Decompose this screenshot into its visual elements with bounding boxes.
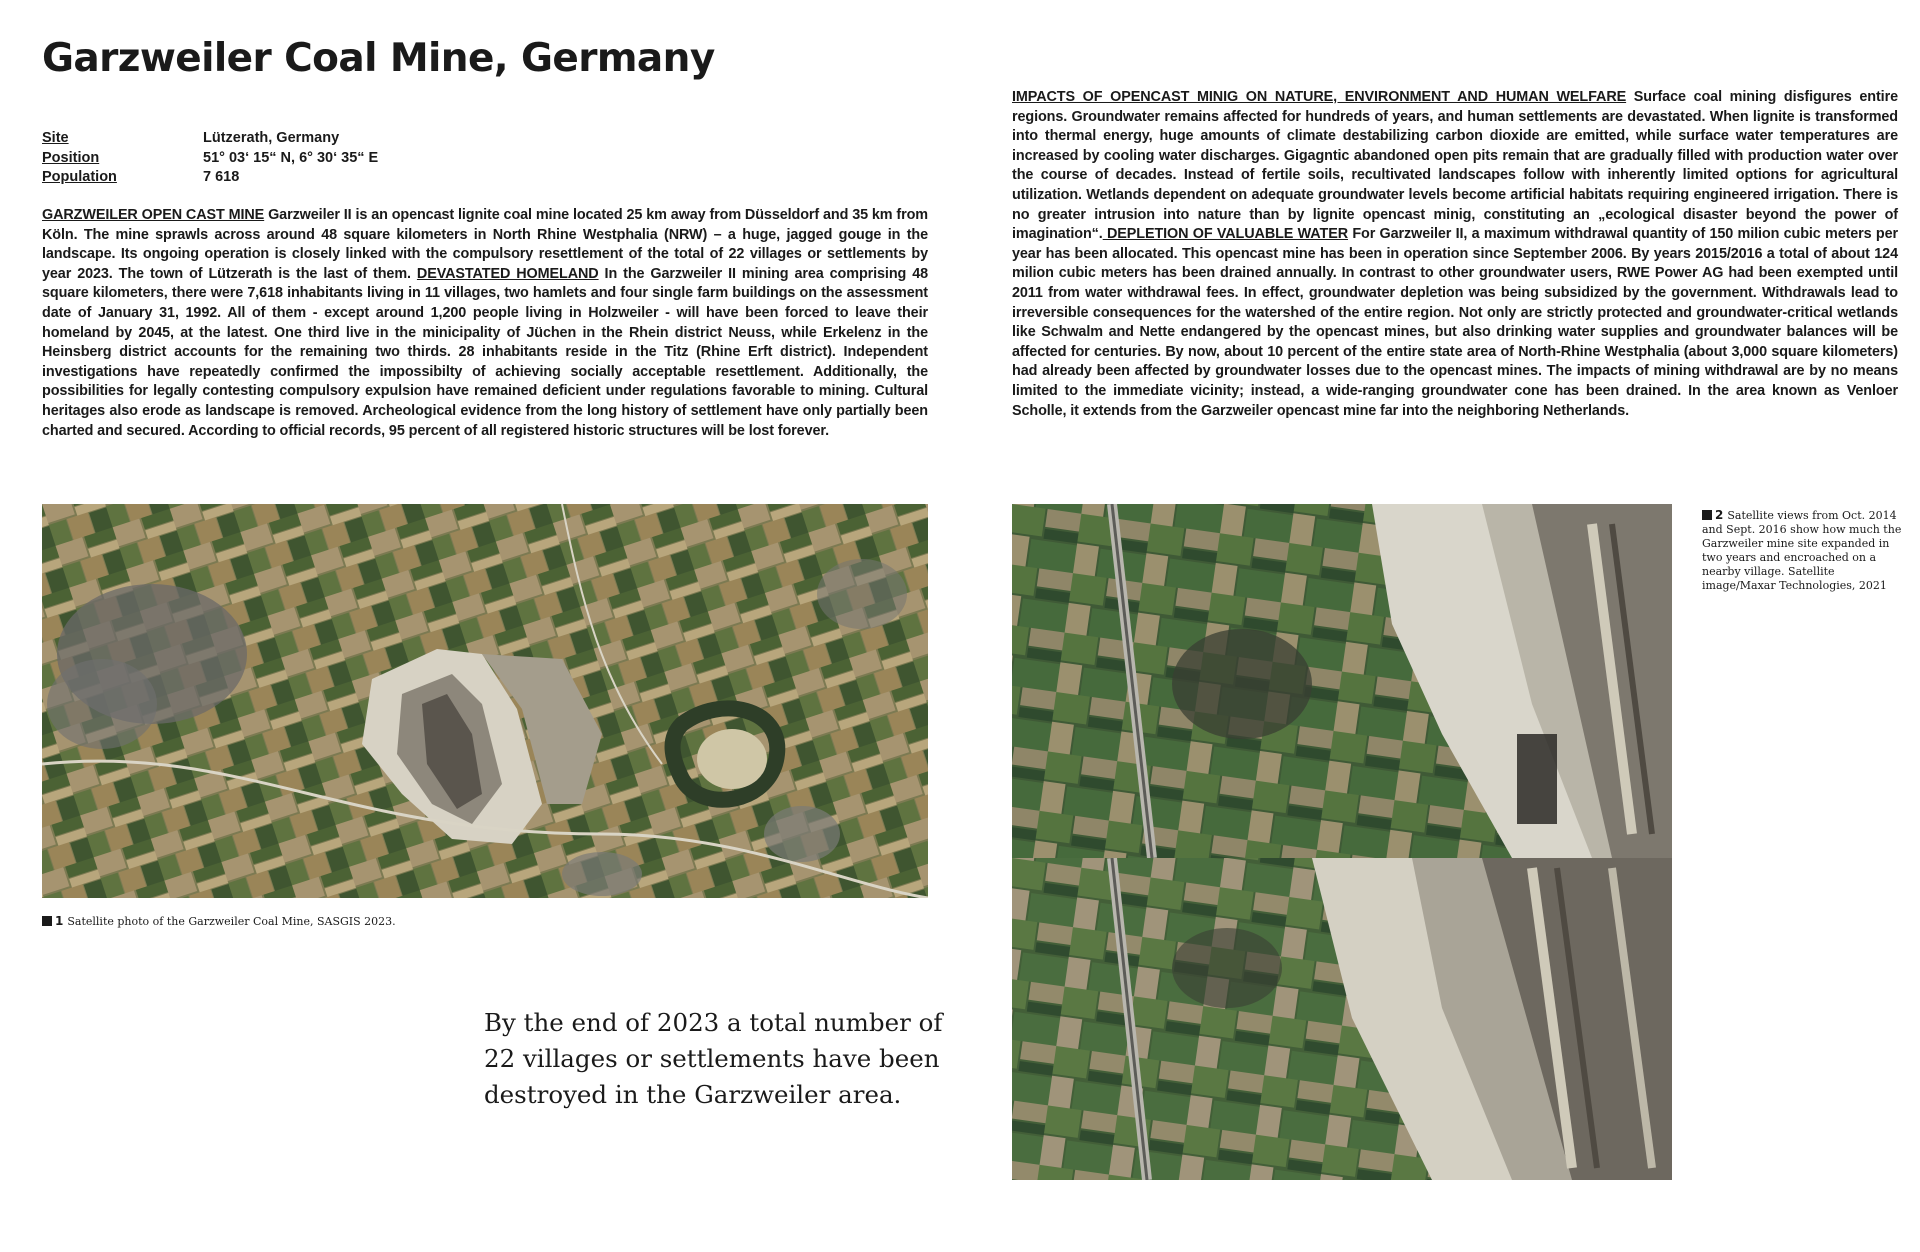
figure-number: 1 <box>55 914 64 928</box>
figure-number: 2 <box>1715 508 1724 522</box>
fact-key: Population <box>42 169 117 185</box>
section-heading-depletion-of-water: DEPLETION OF VALUABLE WATER <box>1102 226 1349 243</box>
satellite-photo-mine-overview <box>42 504 928 898</box>
fact-value: 51° 03‘ 15“ N, 6° 30‘ 35“ E <box>203 149 379 166</box>
paragraph-depletion-of-water: For Garzweiler II, a maximum withdrawal quantity of 150 milion cubic meters per year has been allocated. This opencast mine has been in operation since September 2006. By years 2015/2016 a total of about 124 milion cubic meters has been drained annually. In contrast to other groundwater users, RWE Power AG had been exempted until 2011 from water withdrawal fees. In effect, groundwater depletion was being subsidized by the government. Withdrawals lead to irreversible consequences for the watershed of the entire region. Not only are strictly protected and groundwater-critical wetlands like Schwalm and Nette endangered by the opencast mines, but also drinking water supplies and groundwater balances will be affected for centuries. By now, about 10 percent of the entire state area of North-Rhine Westphalia (about 3,000 square kilometers) had already been affected by groundwater losses due to the opencast mines. The impacts of mining withdrawal are by no means limited to the immediate vicinity; instead, a wide-ranging groundwater cone has been drained. In the area known as Venloer Scholle, it extends from the Garzweiler opencast mine far into the neighboring Netherlands. <box>1012 226 1898 419</box>
fact-row-population <box>42 168 522 188</box>
paragraph-impacts: Surface coal mining disfigures entire regions. Groundwater remains affected for hundreds of years, and human settlements are devastated. When lignite is transformed into thermal energy, huge amounts of climate destabilizing carbon dioxide are emitted, while surface water temperatures are increased by cooling water discharges. Gigagntic abandoned open pits remain that are gradually filled with production water over the course of decades. Instead of fertile soils, recultivated landscapes follow with inherently limited options for agricultural utilization. Wetlands dependent on adequate groundwater levels become artificial habitats requiring engineered irrigation. There is no greater intrusion into nature than by lignite opencast minig, constituting an „ecological disaster beyond the power of imagination“. <box>1012 89 1898 243</box>
figure-1-caption <box>42 914 742 929</box>
page-title: Garzweiler Coal Mine, Germany <box>42 36 715 81</box>
paragraph-open-cast-mine: Garzweiler II is an opencast lignite coal mine located 25 km away from Düsseldorf and 35 km from Köln. The mine sprawls across around 48 square kilometers in North Rhine Westphalia (NRW) – a huge, jagged gouge in the landscape. Its ongoing operation is closely linked with the compulsory resettlement of the total of 22 villages or settlements by year 2023. The town of Lützerath is the last of them. <box>42 207 928 282</box>
satellite-photo-2014-graphic <box>1012 504 1672 858</box>
left-body-text <box>42 206 928 441</box>
section-heading-devastated-homeland: DEVASTATED HOMELAND <box>416 265 599 282</box>
fact-row-site <box>42 129 522 149</box>
fact-key: Site <box>42 130 69 146</box>
caption-square-marker <box>1702 510 1712 520</box>
fact-value: 7 618 <box>203 169 240 185</box>
section-heading-impacts: IMPACTS OF OPENCAST MINIG ON NATURE, ENVIRONMENT AND HUMAN WELFARE <box>1012 89 1627 105</box>
figure-2-caption <box>1702 508 1902 593</box>
right-body-text <box>1012 88 1898 421</box>
paragraph-devastated-homeland: In the Garzweiler II mining area comprising 48 square kilometers, there were 7,618 inhabitants living in 11 villages, two hamlets and four single farm buildings on the assessment date of January 31, 1992. All of them - except around 1,200 people living in Holzweiler - will have been forced to leave their homeland by 2045, at the latest. One third live in the minicipality of Jüchen in the Rhein district Neuss, while Erkelenz in the Heinsberg district accounts for the remaining two thirds. 28 inhabitants reside in the Titz (Rhine Erft district). Independent investigations have repeatedly confirmed the impossibilty of achieving socially acceptable resettlement. Additionally, the possibilities for legally contesting compulsory expulsion have remained deficient under regulations favorable to mining. Cultural heritages also erode as landscape is removed. Archeological evidence from the long history of settlement have only partially been charted and secured. According to official records, 95 percent of all registered historic structures will be lost forever. <box>42 265 928 439</box>
satellite-photo-2014 <box>1012 504 1672 858</box>
facts-table <box>42 129 522 188</box>
pull-quote: By the end of 2023 a total number of 22 villages or settlements have been destroyed in the Garzweiler area. <box>484 1008 943 1109</box>
satellite-photo-2016-graphic <box>1012 858 1672 1180</box>
caption-text: Satellite views from Oct. 2014 and Sept. 2016 show how much the Garzweiler mine site expanded in two years and encroached on a nearby village. Satellite image/Maxar Technologies, 2021 <box>1702 509 1902 592</box>
satellite-photo-2016 <box>1012 858 1672 1180</box>
caption-text: Satellite photo of the Garzweiler Coal Mine, SASGIS 2023. <box>67 915 396 928</box>
caption-square-marker <box>42 916 52 926</box>
fact-row-position <box>42 149 522 169</box>
fact-key: Position <box>42 149 100 166</box>
satellite-photo-graphic <box>42 504 928 898</box>
fact-value: Lützerath, Germany <box>203 130 340 146</box>
section-heading-open-cast-mine: GARZWEILER OPEN CAST MINE <box>42 207 265 223</box>
